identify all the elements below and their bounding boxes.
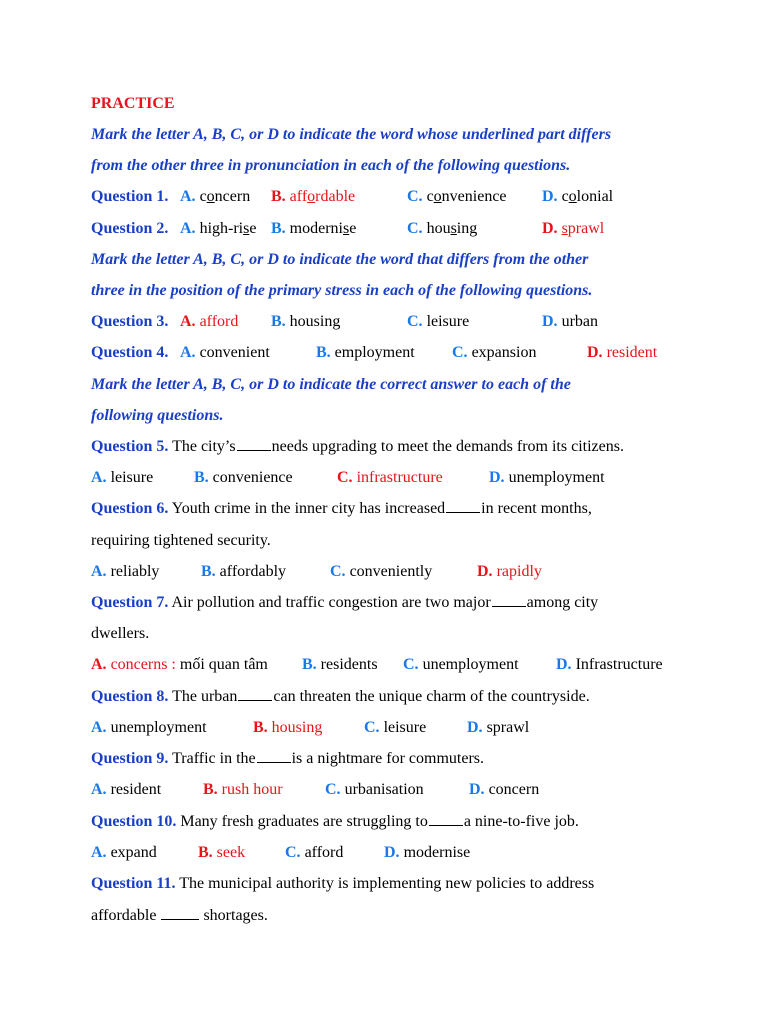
- option-b[interactable]: B. affordable: [271, 188, 356, 205]
- option-letter: A.: [91, 656, 107, 673]
- answer-blank: [237, 436, 271, 451]
- question-5-stem: Question 5. The city’s needs upgrading to meet the demands from its citizens.: [91, 438, 624, 455]
- option-letter: A.: [180, 344, 196, 361]
- option-d[interactable]: D. resident: [587, 344, 658, 361]
- option-letter: B.: [201, 563, 216, 580]
- option-letter: C.: [330, 563, 346, 580]
- question-number: Question 8.: [91, 688, 169, 705]
- option-letter: B.: [203, 781, 218, 798]
- option-letter: A.: [91, 844, 107, 861]
- instruction-answer-line-1: Mark the letter A, B, C, or D to indicate the correct answer to each of the: [91, 376, 571, 393]
- instruction-pronunciation-line-2: from the other three in pronunciation in each of the following questions.: [91, 157, 571, 174]
- answer-blank: [257, 748, 291, 763]
- option-c[interactable]: C. leisure: [407, 313, 470, 330]
- translation-note: mối quan tâm: [179, 656, 268, 673]
- question-number: Question 1.: [91, 188, 169, 205]
- option-c[interactable]: C. expansion: [452, 344, 537, 361]
- option-letter: D.: [467, 719, 483, 736]
- option-b[interactable]: B. rush hour: [203, 781, 283, 798]
- option-letter: D.: [477, 563, 493, 580]
- option-a[interactable]: A. concerns : mối quan tâm: [91, 656, 268, 673]
- answer-blank: [161, 905, 199, 920]
- question-8-stem: Question 8. The urban can threaten the unique charm of the countryside.: [91, 688, 590, 705]
- option-letter: C.: [407, 313, 423, 330]
- question-11-stem-line-2: affordable shortages.: [91, 907, 268, 924]
- question-5-options: [91, 466, 711, 490]
- option-c[interactable]: C. unemployment: [403, 656, 519, 673]
- option-letter: D.: [542, 313, 558, 330]
- option-b[interactable]: B. affordably: [201, 563, 287, 580]
- question-3: [91, 310, 711, 334]
- answer-blank: [238, 686, 272, 701]
- option-b[interactable]: B. housing: [271, 313, 341, 330]
- option-letter: D.: [469, 781, 485, 798]
- option-b[interactable]: B. employment: [316, 344, 415, 361]
- instruction-answer-line-2: following questions.: [91, 407, 224, 424]
- option-a[interactable]: A. unemployment: [91, 719, 207, 736]
- option-b[interactable]: B. seek: [198, 844, 246, 861]
- option-b[interactable]: B. residents: [302, 656, 378, 673]
- instruction-stress-line-1: Mark the letter A, B, C, or D to indicate the word that differs from the other: [91, 251, 589, 268]
- question-7-stem: Question 7. Air pollution and traffic congestion are two major among city: [91, 594, 599, 611]
- question-number: Question 4.: [91, 344, 169, 361]
- answer-blank: [429, 811, 463, 826]
- question-number: Question 2.: [91, 220, 169, 237]
- option-letter: D.: [384, 844, 400, 861]
- instruction-stress-line-2: three in the position of the primary stress in each of the following questions.: [91, 282, 593, 299]
- option-d[interactable]: D. Infrastructure: [556, 656, 663, 673]
- option-letter: A.: [91, 719, 107, 736]
- option-letter: B.: [194, 469, 209, 486]
- option-d[interactable]: D. sprawl: [542, 220, 605, 237]
- option-a[interactable]: A. leisure: [91, 469, 154, 486]
- option-a[interactable]: A. reliably: [91, 563, 160, 580]
- question-number: Question 5.: [91, 438, 169, 455]
- option-d[interactable]: D. rapidly: [477, 563, 542, 580]
- option-letter: B.: [316, 344, 331, 361]
- answer-blank: [492, 592, 526, 607]
- question-number: Question 6.: [91, 500, 169, 517]
- question-number: Question 10.: [91, 813, 177, 830]
- option-d[interactable]: D. unemployment: [489, 469, 605, 486]
- question-number: Question 3.: [91, 313, 169, 330]
- option-c[interactable]: C. infrastructure: [337, 469, 443, 486]
- option-d[interactable]: D. urban: [542, 313, 598, 330]
- option-letter: C.: [452, 344, 468, 361]
- question-8-options: [91, 716, 711, 740]
- option-a[interactable]: A. afford: [180, 313, 239, 330]
- question-11-stem: Question 11. The municipal authority is implementing new policies to address: [91, 875, 595, 892]
- question-4: [91, 341, 711, 365]
- option-letter: D.: [556, 656, 572, 673]
- option-letter: C.: [407, 188, 423, 205]
- option-b[interactable]: B. housing: [253, 719, 323, 736]
- option-letter: C.: [403, 656, 419, 673]
- option-letter: C.: [337, 469, 353, 486]
- question-10-stem: Question 10. Many fresh graduates are struggling to a nine-to-five job.: [91, 813, 579, 830]
- question-7-options: [91, 653, 711, 677]
- option-letter: C.: [407, 220, 423, 237]
- question-9-options: [91, 778, 711, 802]
- option-b[interactable]: B. convenience: [194, 469, 293, 486]
- question-6-options: [91, 560, 711, 584]
- question-2: [91, 217, 711, 241]
- option-letter: C.: [285, 844, 301, 861]
- question-1: [91, 185, 711, 209]
- option-a[interactable]: A. convenient: [180, 344, 270, 361]
- question-9-stem: Question 9. Traffic in the is a nightmare for commuters.: [91, 750, 484, 767]
- option-letter: D.: [489, 469, 505, 486]
- option-d[interactable]: D. colonial: [542, 188, 614, 205]
- option-letter: D.: [587, 344, 603, 361]
- option-b[interactable]: B. modernise: [271, 220, 357, 237]
- option-letter: A.: [180, 313, 196, 330]
- question-number: Question 11.: [91, 875, 176, 892]
- option-letter: B.: [198, 844, 213, 861]
- option-letter: C.: [325, 781, 341, 798]
- option-a[interactable]: A. expand: [91, 844, 157, 861]
- option-letter: B.: [253, 719, 268, 736]
- question-10-options: [91, 841, 711, 865]
- option-d[interactable]: D. modernise: [384, 844, 471, 861]
- page-title: PRACTICE: [91, 95, 175, 112]
- option-letter: B.: [302, 656, 317, 673]
- option-d[interactable]: D. sprawl: [467, 719, 530, 736]
- option-a[interactable]: A. concern: [180, 188, 251, 205]
- option-d[interactable]: D. concern: [469, 781, 540, 798]
- option-c[interactable]: C. convenience: [407, 188, 507, 205]
- option-letter: B.: [271, 188, 286, 205]
- question-6-stem: Question 6. Youth crime in the inner city has increased in recent months,: [91, 500, 592, 517]
- option-c[interactable]: C. conveniently: [330, 563, 433, 580]
- answer-blank: [446, 498, 480, 513]
- option-letter: D.: [542, 220, 558, 237]
- option-letter: A.: [91, 781, 107, 798]
- option-letter: A.: [180, 188, 196, 205]
- option-a[interactable]: A. high-rise: [180, 220, 257, 237]
- question-7-stem-line-2: dwellers.: [91, 625, 150, 642]
- option-c[interactable]: C. urbanisation: [325, 781, 424, 798]
- option-letter: C.: [364, 719, 380, 736]
- option-a[interactable]: A. resident: [91, 781, 162, 798]
- question-6-stem-line-2: requiring tightened security.: [91, 532, 271, 549]
- option-c[interactable]: C. leisure: [364, 719, 427, 736]
- option-letter: B.: [271, 220, 286, 237]
- option-letter: A.: [91, 469, 107, 486]
- option-letter: D.: [542, 188, 558, 205]
- instruction-pronunciation-line-1: Mark the letter A, B, C, or D to indicate the word whose underlined part differs: [91, 126, 612, 143]
- option-letter: A.: [180, 220, 196, 237]
- option-c[interactable]: C. afford: [285, 844, 344, 861]
- option-letter: B.: [271, 313, 286, 330]
- question-number: Question 9.: [91, 750, 169, 767]
- question-number: Question 7.: [91, 594, 169, 611]
- option-c[interactable]: C. housing: [407, 220, 478, 237]
- option-letter: A.: [91, 563, 107, 580]
